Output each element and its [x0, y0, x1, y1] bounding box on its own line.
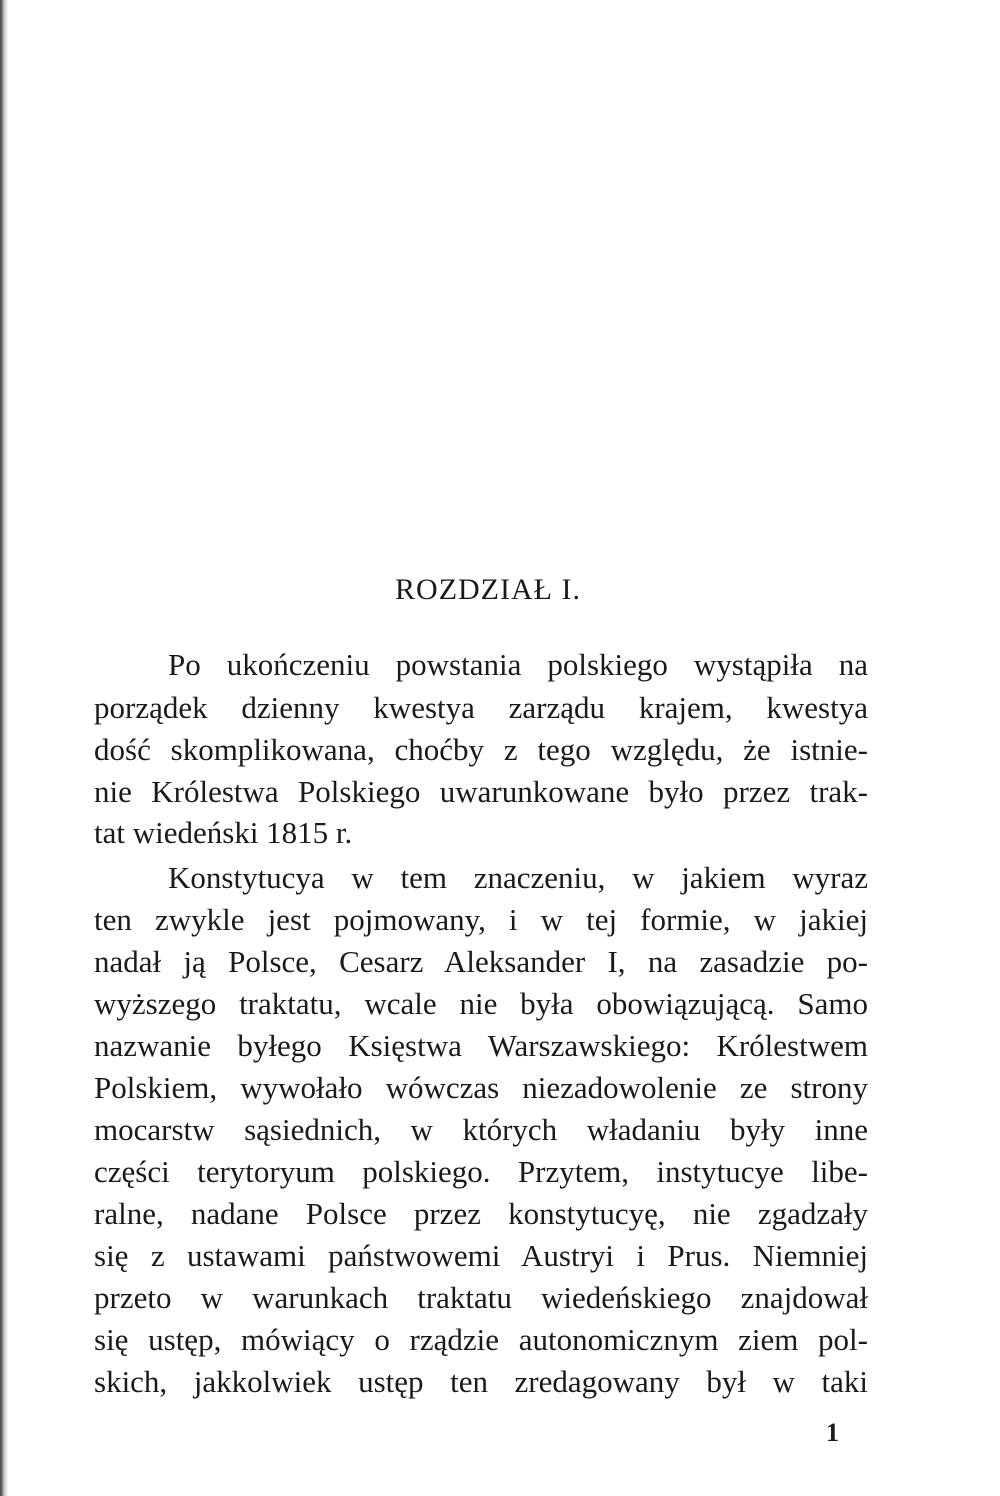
text-line: mocarstw sąsiednich, w których władaniu były inne	[94, 1112, 868, 1147]
text-line: nazwanie byłego Księstwa Warszawskiego: Królestwem	[94, 1028, 868, 1063]
chapter-title	[0, 573, 1000, 607]
text-line: nadał ją Polsce, Cesarz Aleksander I, na zasadzie po-	[94, 944, 868, 979]
text-line: Po ukończeniu powstania polskiego wystąpiła na	[168, 647, 868, 682]
text-line: ralne, nadane Polsce przez konstytucyę, nie zgadzały	[94, 1196, 868, 1231]
text-line: się ustęp, mówiący o rządzie autonomicznym ziem pol-	[94, 1322, 868, 1357]
text-line: Konstytucya w tem znaczeniu, w jakiem wyraz	[168, 860, 868, 895]
text-line: wyższego traktatu, wcale nie była obowiązującą. Samo	[94, 986, 868, 1021]
text-line: Polskiem, wywołało wówczas niezadowolenie ze strony	[94, 1070, 868, 1105]
text-line: skich, jakkolwiek ustęp ten zredagowany był w taki	[94, 1364, 868, 1399]
text-line: dość skomplikowana, choćby z tego względu, że istnie-	[94, 732, 868, 767]
text-line: ten zwykle jest pojmowany, i w tej formie, w jakiej	[94, 902, 868, 937]
text-line: się z ustawami państwowemi Austryi i Prus. Niemniej	[94, 1238, 868, 1273]
text-line: przeto w warunkach traktatu wiedeńskiego znajdował	[94, 1280, 868, 1315]
chapter-title-text: ROZDZIAŁ I.	[395, 573, 581, 606]
text-line: tat wiedeński 1815 r.	[94, 815, 353, 850]
text-line: części terytoryum polskiego. Przytem, instytucye libe-	[94, 1154, 868, 1189]
page-number: 1	[826, 1418, 839, 1447]
text-line: nie Królestwa Polskiego uwarunkowane było przez trak-	[94, 774, 868, 809]
text-line: porządek dzienny kwestya zarządu krajem, kwestya	[94, 690, 868, 725]
